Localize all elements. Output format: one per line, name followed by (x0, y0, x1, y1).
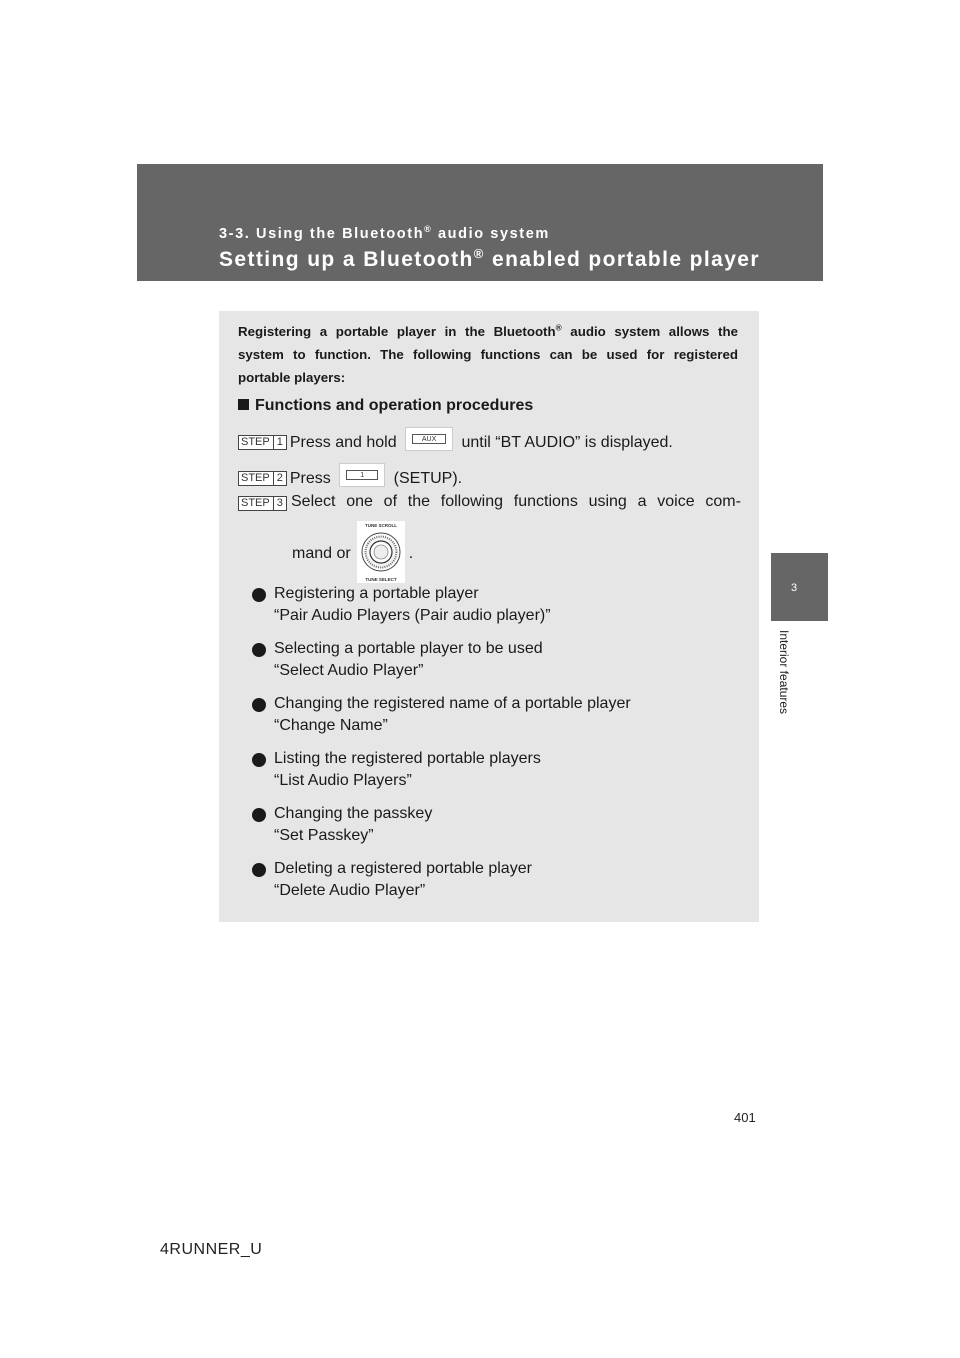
step-3 (238, 495, 290, 513)
content-panel: Registering a portable player in the Bluetooth® audio system allows the system to function. The following functions can be used for registered portable players: Functions and operation procedures STEP 1 Press and hold AUX until “BT AUDIO” is displayed. STEP 2 Press 1 (SETUP). STEP 3 Select one of the following functions using a voice com- mand or . TUNE SCROLL TUNE SELECT Registering a portable player “Pair Audio Players (Pair audio player)” Selecting a portable player to be used “Select Audio Player” Changing the registered name of a portable player “Change Name” Listing the registered portable players “List Audio Players” Changing the passkey “Set Passkey” Deleting a registered portable player “Delete Audio Player” (219, 311, 759, 922)
knob-bottom-label: TUNE SELECT (365, 577, 397, 582)
chapter-label: Interior features (777, 630, 791, 715)
preset-1-button-icon: 1 (339, 463, 385, 487)
footer-code: 4RUNNER_U (160, 1241, 263, 1258)
step-3-text: Select one of the following functions using a voice com- (291, 493, 741, 510)
bullet-icon (252, 588, 266, 602)
step-2: STEP 2 Press 1 (SETUP). (238, 463, 462, 488)
chapter-number: 3 (791, 582, 798, 594)
step-badge-3: STEP 3 (238, 496, 287, 511)
step-1: STEP 1 Press and hold AUX until “BT AUDIO” is displayed. (238, 427, 673, 452)
step-badge-1: STEP 1 (238, 435, 287, 450)
knob-top-label: TUNE SCROLL (365, 523, 397, 528)
tune-knob-icon (357, 521, 405, 583)
page-number: 401 (734, 1110, 756, 1125)
bullet-icon (252, 643, 266, 657)
step-badge-2: STEP 2 (238, 471, 287, 486)
bullet-icon (252, 863, 266, 877)
sub-heading: Functions and operation procedures (238, 397, 533, 415)
square-bullet-icon (238, 399, 249, 410)
bullet-icon (252, 698, 266, 712)
aux-button-icon: AUX (405, 427, 453, 451)
bullet-icon (252, 753, 266, 767)
step-3-continuation: mand or . (292, 545, 414, 562)
bullet-icon (252, 808, 266, 822)
section-heading: 3-3. Using the Bluetooth® audio system (219, 224, 550, 242)
chapter-tab (771, 553, 828, 621)
chapter-header (137, 164, 823, 281)
page-title: Setting up a Bluetooth® enabled portable player (219, 246, 760, 271)
intro-paragraph: Registering a portable player in the Bluetooth® audio system allows the system to function. The following functions can be used for registered portable players: (238, 323, 739, 385)
